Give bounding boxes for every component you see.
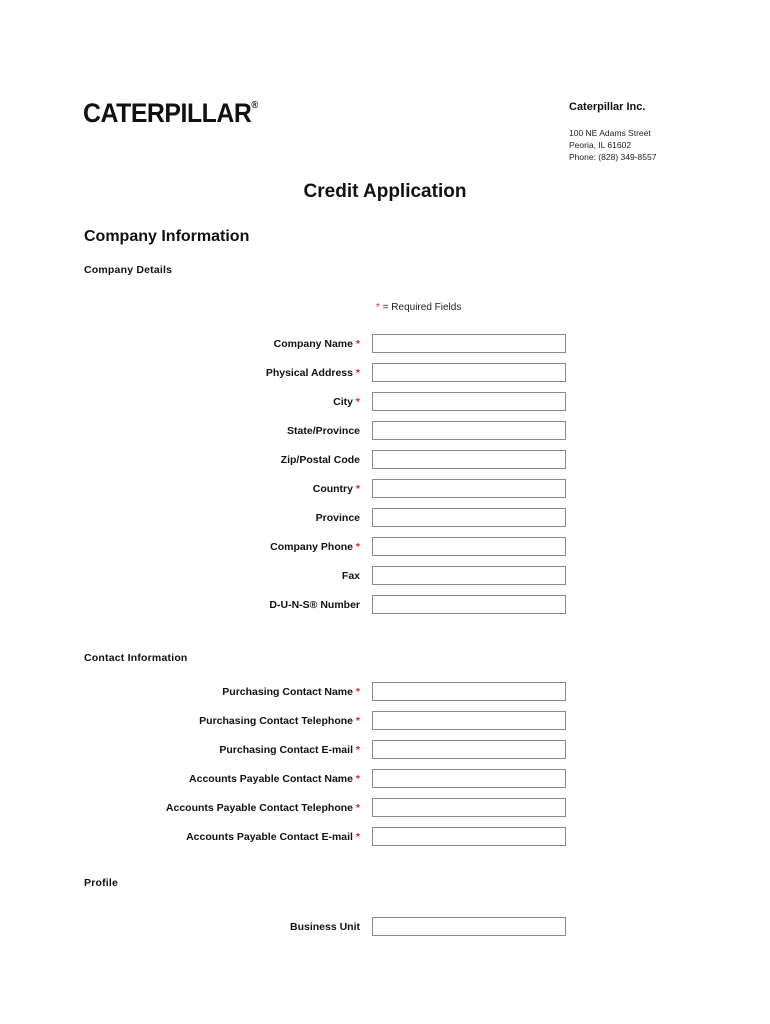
field-label: Business Unit bbox=[289, 921, 360, 933]
purchasing-contact-name-input[interactable] bbox=[372, 682, 566, 701]
registered-mark: ® bbox=[251, 100, 258, 111]
form-row bbox=[0, 334, 770, 356]
form-row bbox=[0, 740, 770, 762]
state-province-input[interactable] bbox=[372, 421, 566, 440]
business-unit-input[interactable] bbox=[372, 917, 566, 936]
subheading-company-details: Company Details bbox=[84, 264, 173, 276]
address-line-1: 100 NE Adams Street bbox=[569, 128, 651, 138]
purchasing-contact-telephone-input[interactable] bbox=[372, 711, 566, 730]
form-row bbox=[0, 917, 770, 939]
field-label: Company Phone * bbox=[270, 541, 360, 553]
company-name: Caterpillar Inc. bbox=[569, 101, 646, 113]
accounts-payable-contact-name-input[interactable] bbox=[372, 769, 566, 788]
logo-text: CATERPILLAR bbox=[83, 98, 252, 128]
form-row bbox=[0, 566, 770, 588]
accounts-payable-contact-email-input[interactable] bbox=[372, 827, 566, 846]
subheading-profile: Profile bbox=[84, 877, 119, 889]
form-row bbox=[0, 450, 770, 472]
field-label: Company Name * bbox=[273, 338, 360, 350]
field-label: State/Province bbox=[287, 425, 360, 437]
company-phone-text: Phone: (828) 349-8557 bbox=[569, 152, 657, 162]
country-input[interactable] bbox=[372, 479, 566, 498]
document-title: Credit Application bbox=[303, 181, 467, 202]
field-label: Zip/Postal Code bbox=[280, 454, 360, 466]
company-name-input[interactable] bbox=[372, 334, 566, 353]
zip-postal-code-input[interactable] bbox=[372, 450, 566, 469]
address-line-2: Peoria, IL 61602 bbox=[569, 140, 632, 150]
fax-input[interactable] bbox=[372, 566, 566, 585]
form-row bbox=[0, 537, 770, 559]
field-label: Purchasing Contact Name * bbox=[222, 686, 360, 698]
field-label: Purchasing Contact Telephone * bbox=[199, 715, 360, 727]
field-label: Accounts Payable Contact Name * bbox=[189, 773, 360, 785]
field-label: Accounts Payable Contact Telephone * bbox=[165, 802, 360, 814]
form-row bbox=[0, 827, 770, 849]
field-label: Purchasing Contact E-mail * bbox=[219, 744, 360, 756]
field-label: Physical Address * bbox=[265, 367, 360, 379]
form-row bbox=[0, 798, 770, 820]
required-note-text: = Required Fields bbox=[379, 302, 462, 313]
field-label: D-U-N-S® Number bbox=[269, 599, 360, 611]
city-input[interactable] bbox=[372, 392, 566, 411]
form-row bbox=[0, 392, 770, 414]
form-row bbox=[0, 363, 770, 385]
physical-address-input[interactable] bbox=[372, 363, 566, 382]
field-label: City * bbox=[333, 396, 360, 408]
caterpillar-logo bbox=[83, 98, 258, 129]
form-row bbox=[0, 479, 770, 501]
required-asterisk: * bbox=[376, 302, 380, 313]
required-fields-note bbox=[376, 302, 461, 313]
accounts-payable-contact-telephone-input[interactable] bbox=[372, 798, 566, 817]
form-row bbox=[0, 682, 770, 704]
field-label: Province bbox=[315, 512, 360, 524]
subheading-contact-information: Contact Information bbox=[84, 652, 188, 664]
section-title-company-information: Company Information bbox=[84, 228, 250, 245]
company-address-block bbox=[569, 101, 656, 163]
form-row bbox=[0, 508, 770, 530]
field-label: Country * bbox=[312, 483, 360, 495]
form-row bbox=[0, 595, 770, 617]
field-label: Fax bbox=[341, 570, 360, 582]
purchasing-contact-email-input[interactable] bbox=[372, 740, 566, 759]
province-input[interactable] bbox=[372, 508, 566, 527]
company-phone-input[interactable] bbox=[372, 537, 566, 556]
form-row bbox=[0, 711, 770, 733]
form-row bbox=[0, 421, 770, 443]
duns-number-input[interactable] bbox=[372, 595, 566, 614]
form-row bbox=[0, 769, 770, 791]
field-label: Accounts Payable Contact E-mail * bbox=[186, 831, 360, 843]
